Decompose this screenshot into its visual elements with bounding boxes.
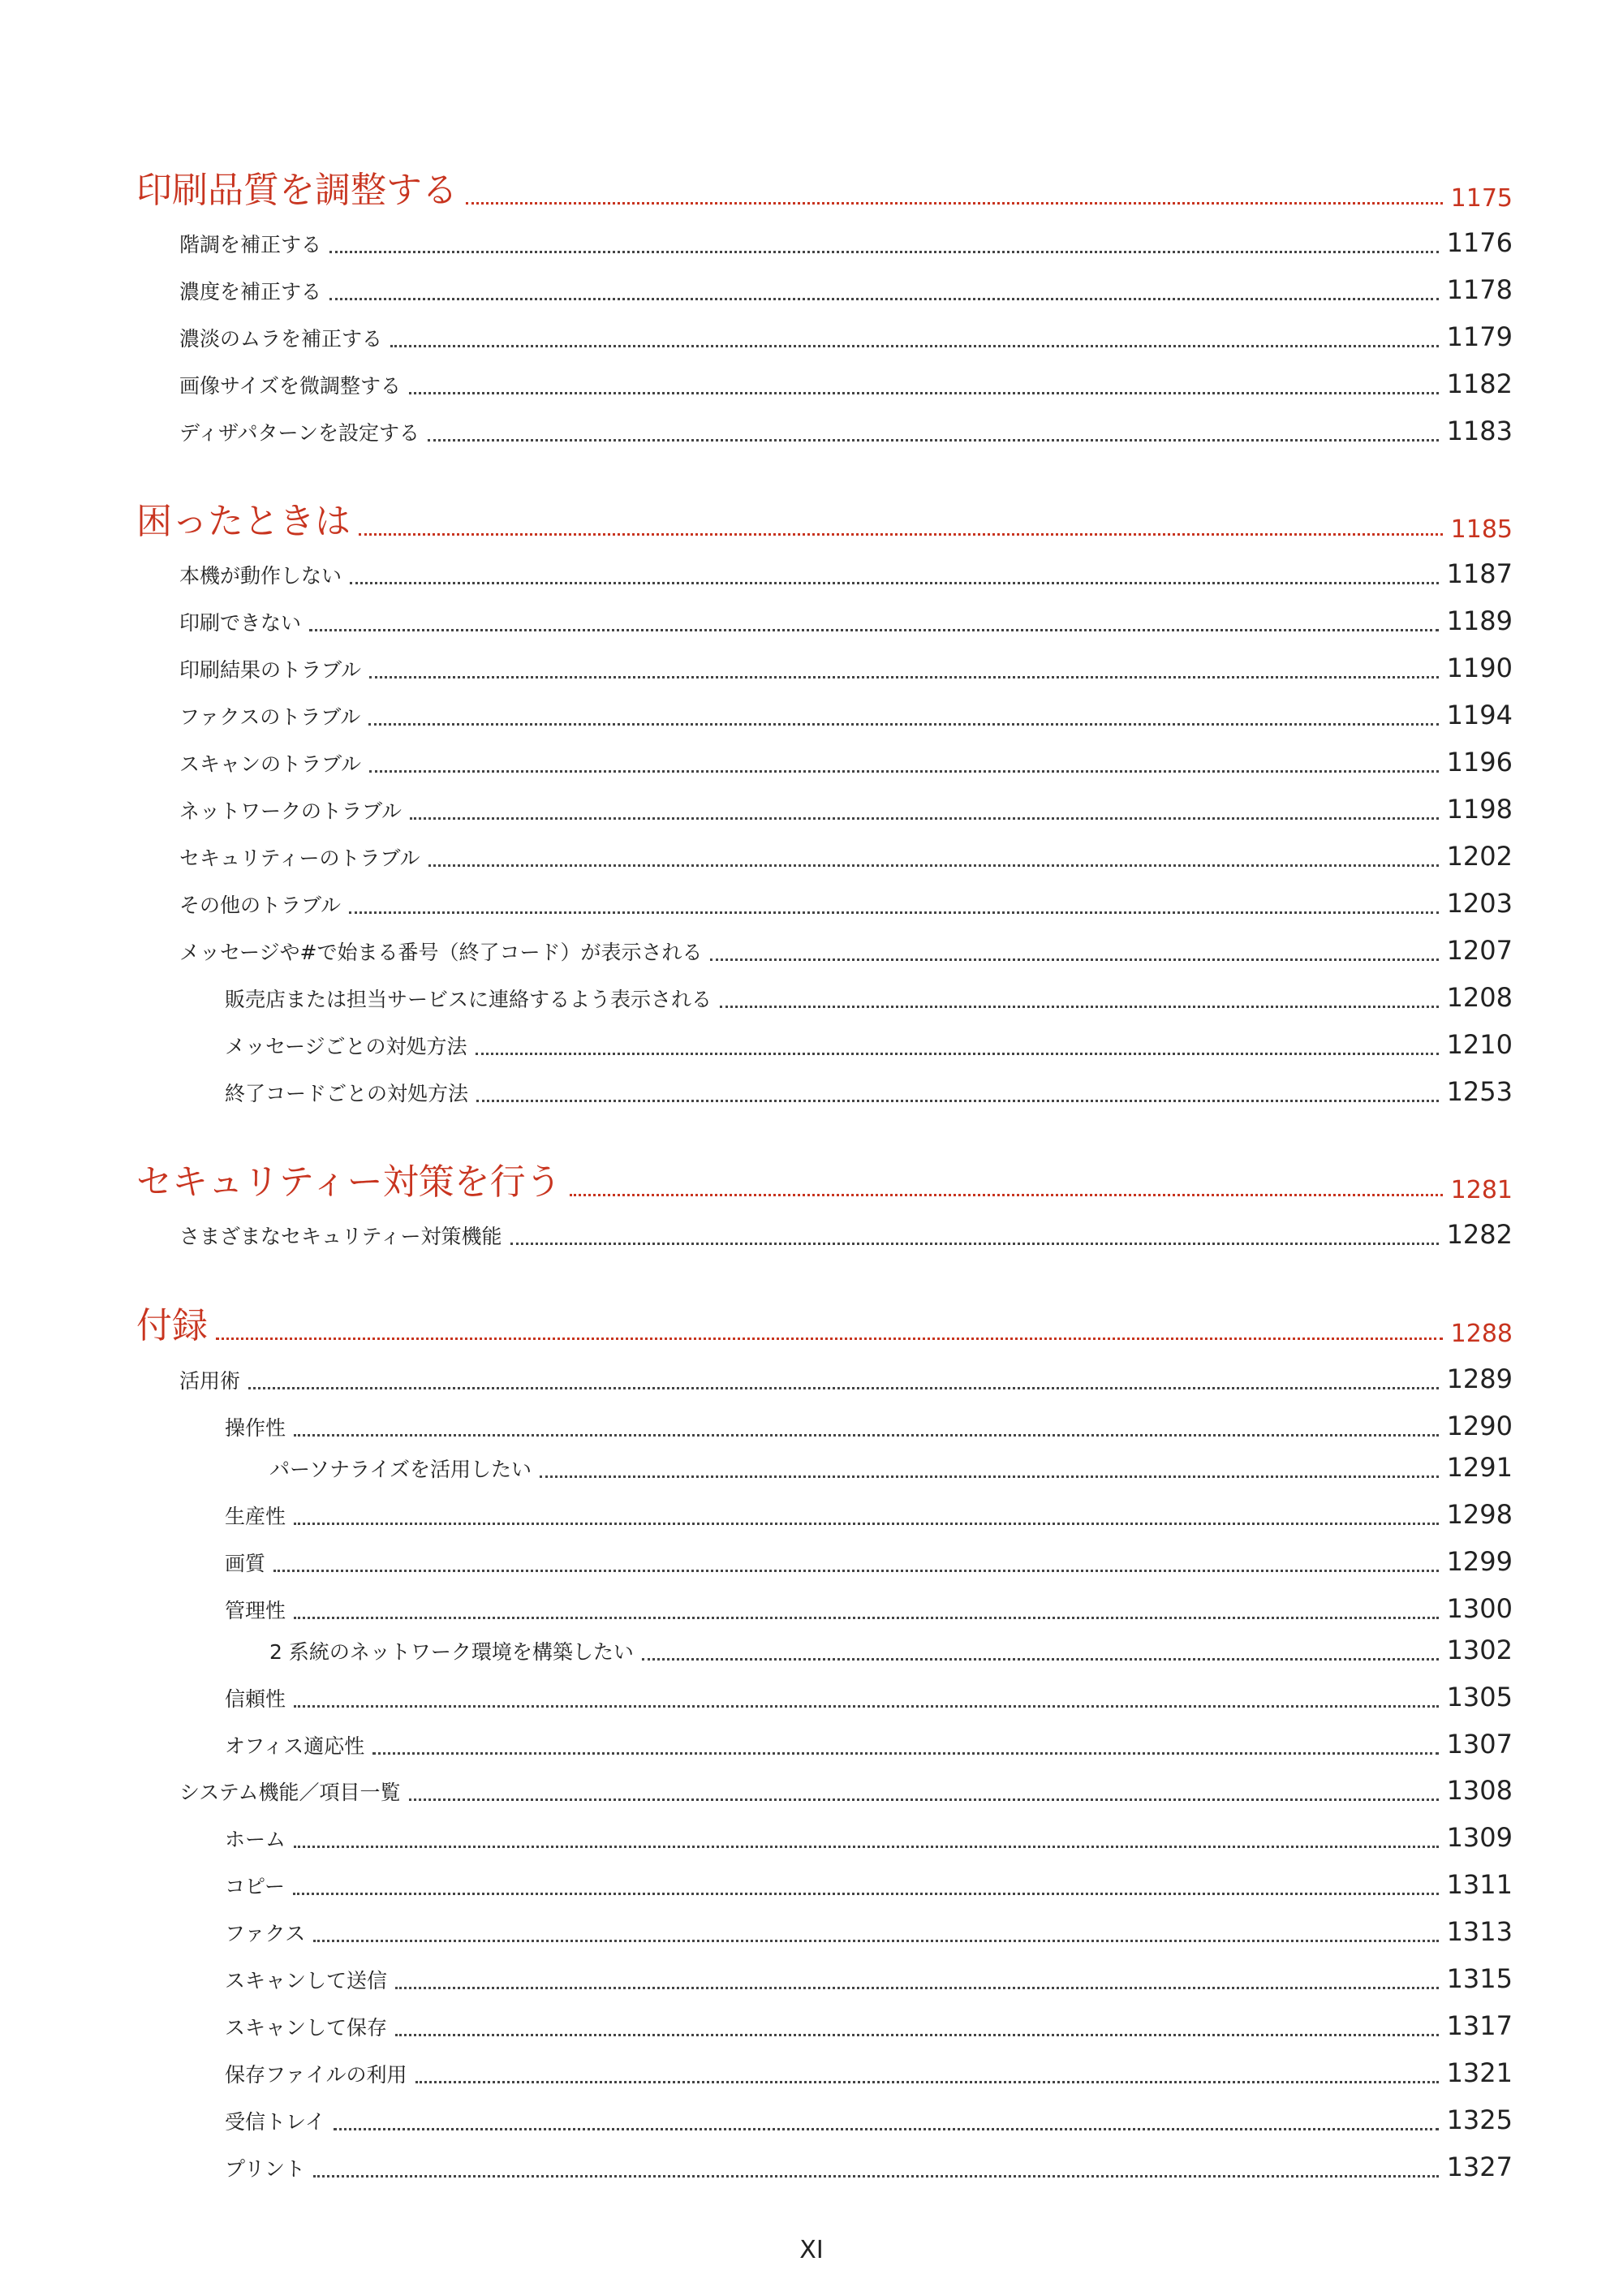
toc-entry-title: 販売店または担当サービスに連絡するよう表示される <box>225 988 712 1011</box>
toc-entry-title: 終了コードごとの対処方法 <box>225 1082 469 1105</box>
toc-entry-page: 1189 <box>1446 605 1513 636</box>
dot-leader <box>273 1570 1439 1572</box>
toc-entry-page: 1207 <box>1446 935 1513 966</box>
toc-entry-page: 1308 <box>1446 1775 1513 1806</box>
toc-entry[interactable] <box>225 1682 1513 1712</box>
toc-entry-page: 1298 <box>1446 1499 1513 1530</box>
dot-leader <box>415 2081 1439 2083</box>
toc-entry-page: 1289 <box>1446 1363 1513 1394</box>
toc-entry[interactable] <box>225 1411 1513 1441</box>
chapter-title: 付録 <box>136 1305 208 1346</box>
toc-entry-page: 1311 <box>1446 1869 1513 1900</box>
toc-entry-page: 1190 <box>1446 653 1513 683</box>
dot-leader <box>313 1940 1438 1942</box>
toc-entry[interactable] <box>269 1635 1513 1665</box>
toc-entry-title: ホーム <box>225 1828 286 1851</box>
toc-entry-page: 1300 <box>1446 1593 1513 1624</box>
toc-entry-title: 信頼性 <box>225 1687 286 1711</box>
toc-entry-page: 1290 <box>1446 1411 1513 1441</box>
chapter-page-number: 1185 <box>1450 515 1513 544</box>
toc-entry-title: 生産性 <box>225 1505 286 1528</box>
toc-entry-title: ファクスのトラブル <box>179 705 361 729</box>
chapter-title: セキュリティー対策を行う <box>136 1161 562 1203</box>
toc-entry-title: オフィス適応性 <box>225 1734 365 1758</box>
toc-entry-title: ファクス <box>225 1922 306 1945</box>
toc-entry-title: セキュリティーのトラブル <box>179 846 420 870</box>
toc-entry-title: 画質 <box>225 1552 266 1575</box>
toc-entry-page: 1178 <box>1446 274 1513 305</box>
toc-entry[interactable] <box>179 416 1513 446</box>
dot-leader <box>294 1705 1439 1708</box>
toc-entry-page: 1309 <box>1446 1822 1513 1853</box>
toc-entry[interactable] <box>225 1029 1513 1060</box>
toc-entry[interactable] <box>225 1822 1513 1853</box>
dot-leader <box>570 1194 1443 1196</box>
dot-leader <box>294 1846 1439 1848</box>
toc-entry-page: 1291 <box>1446 1452 1513 1483</box>
dot-leader <box>372 1752 1438 1755</box>
toc-entry-title: 受信トレイ <box>225 2110 325 2134</box>
toc-entry-title: 本機が動作しない <box>179 564 342 588</box>
dot-leader <box>248 1387 1439 1389</box>
chapter-title: 印刷品質を調整する <box>136 170 458 211</box>
toc-entry-title: システム機能／項目一覧 <box>179 1781 401 1804</box>
dot-leader <box>334 2128 1439 2130</box>
chapter-page-number: 1175 <box>1450 184 1513 213</box>
toc-entry[interactable] <box>225 982 1513 1013</box>
toc-entry-page: 1210 <box>1446 1029 1513 1060</box>
toc-entry-title: メッセージごとの対処方法 <box>225 1035 467 1058</box>
toc-entry-title: 管理性 <box>225 1599 286 1622</box>
dot-leader <box>294 1434 1439 1437</box>
toc-entry[interactable] <box>269 1452 1513 1483</box>
dot-leader <box>293 1893 1439 1895</box>
chapter-page-number: 1288 <box>1450 1320 1513 1348</box>
toc-entry[interactable] <box>225 2152 1513 2182</box>
dot-leader <box>309 629 1439 631</box>
toc-chapter-heading[interactable] <box>136 492 1513 544</box>
dot-leader <box>409 392 1439 394</box>
toc-entry[interactable] <box>179 558 1513 589</box>
toc-entry-page: 1182 <box>1446 368 1513 399</box>
toc-entry-page: 1253 <box>1446 1076 1513 1107</box>
toc-entry-page: 1321 <box>1446 2057 1513 2088</box>
toc-entry-title: 画像サイズを微調整する <box>179 374 402 398</box>
dot-leader <box>476 1053 1439 1055</box>
toc-entry-title: 濃度を補正する <box>179 280 322 304</box>
toc-entry[interactable] <box>179 368 1513 399</box>
dot-leader <box>540 1475 1439 1478</box>
toc-entry[interactable] <box>179 321 1513 352</box>
toc-entry-page: 1325 <box>1446 2104 1513 2135</box>
dot-leader <box>368 723 1438 726</box>
toc-entry-page: 1179 <box>1446 321 1513 352</box>
dot-leader <box>710 958 1438 961</box>
toc-entry[interactable] <box>179 888 1513 919</box>
toc-entry-title: 操作性 <box>225 1416 286 1440</box>
toc-entry-title: 保存ファイルの利用 <box>225 2063 407 2087</box>
toc-entry-page: 1307 <box>1446 1729 1513 1760</box>
toc-entry[interactable] <box>179 935 1513 966</box>
toc-entry-page: 1299 <box>1446 1546 1513 1577</box>
toc-entry-title: メッセージや#で始まる番号（終了コード）が表示される <box>179 941 703 964</box>
toc-entry-page: 1327 <box>1446 2152 1513 2182</box>
dot-leader <box>329 298 1439 300</box>
dot-leader <box>395 2034 1439 2036</box>
dot-leader <box>428 439 1439 442</box>
toc-entry-page: 1317 <box>1446 2010 1513 2041</box>
toc-entry[interactable] <box>225 1869 1513 1900</box>
toc-entry-page: 1202 <box>1446 841 1513 872</box>
toc-entry-page: 1208 <box>1446 982 1513 1013</box>
toc-entry-title: スキャンのトラブル <box>179 752 362 776</box>
dot-leader <box>349 911 1439 914</box>
toc-entry-title: プリント <box>225 2157 306 2181</box>
toc-entry-title: パーソナライズを活用したい <box>269 1458 532 1481</box>
toc-entry[interactable] <box>179 1363 1513 1394</box>
toc-entry[interactable] <box>225 1499 1513 1530</box>
toc-entry-page: 1315 <box>1446 1963 1513 1994</box>
chapter-page-number: 1281 <box>1450 1176 1513 1204</box>
toc-entry-page: 1305 <box>1446 1682 1513 1712</box>
toc-entry[interactable] <box>225 1963 1513 1994</box>
dot-leader <box>409 1798 1439 1801</box>
dot-leader <box>720 1006 1439 1008</box>
dot-leader <box>395 1987 1439 1989</box>
toc-entry-page: 1187 <box>1446 558 1513 589</box>
page-number: XI <box>799 2236 824 2264</box>
dot-leader <box>359 533 1443 536</box>
dot-leader <box>329 251 1439 253</box>
toc-entry[interactable] <box>179 747 1513 778</box>
dot-leader <box>350 582 1439 584</box>
toc-entry-title: ディザパターンを設定する <box>179 421 420 445</box>
dot-leader <box>313 2175 1439 2178</box>
dot-leader <box>390 345 1439 347</box>
toc-entry-title: スキャンして保存 <box>225 2016 388 2040</box>
dot-leader <box>428 864 1439 867</box>
toc-entry-title: スキャンして送信 <box>225 1969 388 1992</box>
toc-entry[interactable] <box>179 227 1513 258</box>
toc-entry-page: 1176 <box>1446 227 1513 258</box>
toc-entry[interactable] <box>225 1546 1513 1577</box>
toc-entry[interactable] <box>225 1076 1513 1107</box>
toc-entry[interactable] <box>179 653 1513 683</box>
toc-entry-title: 印刷できない <box>179 611 302 635</box>
chapter-title: 困ったときは <box>136 501 351 542</box>
toc-entry-page: 1198 <box>1446 794 1513 825</box>
toc-entry[interactable] <box>179 1775 1513 1806</box>
dot-leader <box>466 202 1443 205</box>
toc-entry-page: 1302 <box>1446 1635 1513 1665</box>
toc-entry-title: 活用術 <box>179 1369 241 1393</box>
dot-leader <box>510 1243 1439 1245</box>
toc-entry[interactable] <box>179 1219 1513 1250</box>
toc-entry-title: コピー <box>225 1875 286 1898</box>
dot-leader <box>294 1617 1439 1619</box>
toc-entry-page: 1196 <box>1446 747 1513 778</box>
toc-chapter-heading[interactable] <box>136 1296 1513 1348</box>
toc-entry-title: さまざまなセキュリティー対策機能 <box>179 1225 502 1248</box>
toc-entry[interactable] <box>225 2010 1513 2041</box>
toc-entry[interactable] <box>225 2057 1513 2088</box>
dot-leader <box>294 1523 1439 1525</box>
toc-entry-page: 1203 <box>1446 888 1513 919</box>
dot-leader <box>410 817 1439 820</box>
toc-entry[interactable] <box>179 605 1513 636</box>
toc-entry-title: 階調を補正する <box>179 233 322 256</box>
dot-leader <box>476 1100 1439 1102</box>
toc-entry-title: その他のトラブル <box>179 894 342 917</box>
toc-entry[interactable] <box>225 1729 1513 1760</box>
toc-entry[interactable] <box>179 841 1513 872</box>
toc-entry-page: 1282 <box>1446 1219 1513 1250</box>
toc-entry[interactable] <box>179 274 1513 305</box>
toc-entry-title: 2 系統のネットワーク環境を構築したい <box>269 1640 634 1664</box>
toc-chapter-heading[interactable] <box>136 161 1513 213</box>
toc-entry-page: 1183 <box>1446 416 1513 446</box>
toc-entry[interactable] <box>225 2104 1513 2135</box>
dot-leader <box>369 770 1439 773</box>
toc-chapter-heading[interactable] <box>136 1152 1513 1204</box>
toc-entry-title: 印刷結果のトラブル <box>179 658 362 682</box>
toc-entry[interactable] <box>179 794 1513 825</box>
toc-entry-page: 1313 <box>1446 1916 1513 1947</box>
toc-entry[interactable] <box>225 1593 1513 1624</box>
toc-entry-title: ネットワークのトラブル <box>179 799 403 823</box>
dot-leader <box>642 1658 1439 1661</box>
dot-leader <box>369 676 1439 678</box>
dot-leader <box>216 1338 1443 1340</box>
toc-entry[interactable] <box>225 1916 1513 1947</box>
toc-entry-title: 濃淡のムラを補正する <box>179 327 383 351</box>
toc-entry[interactable] <box>179 700 1513 730</box>
toc-entry-page: 1194 <box>1446 700 1513 730</box>
